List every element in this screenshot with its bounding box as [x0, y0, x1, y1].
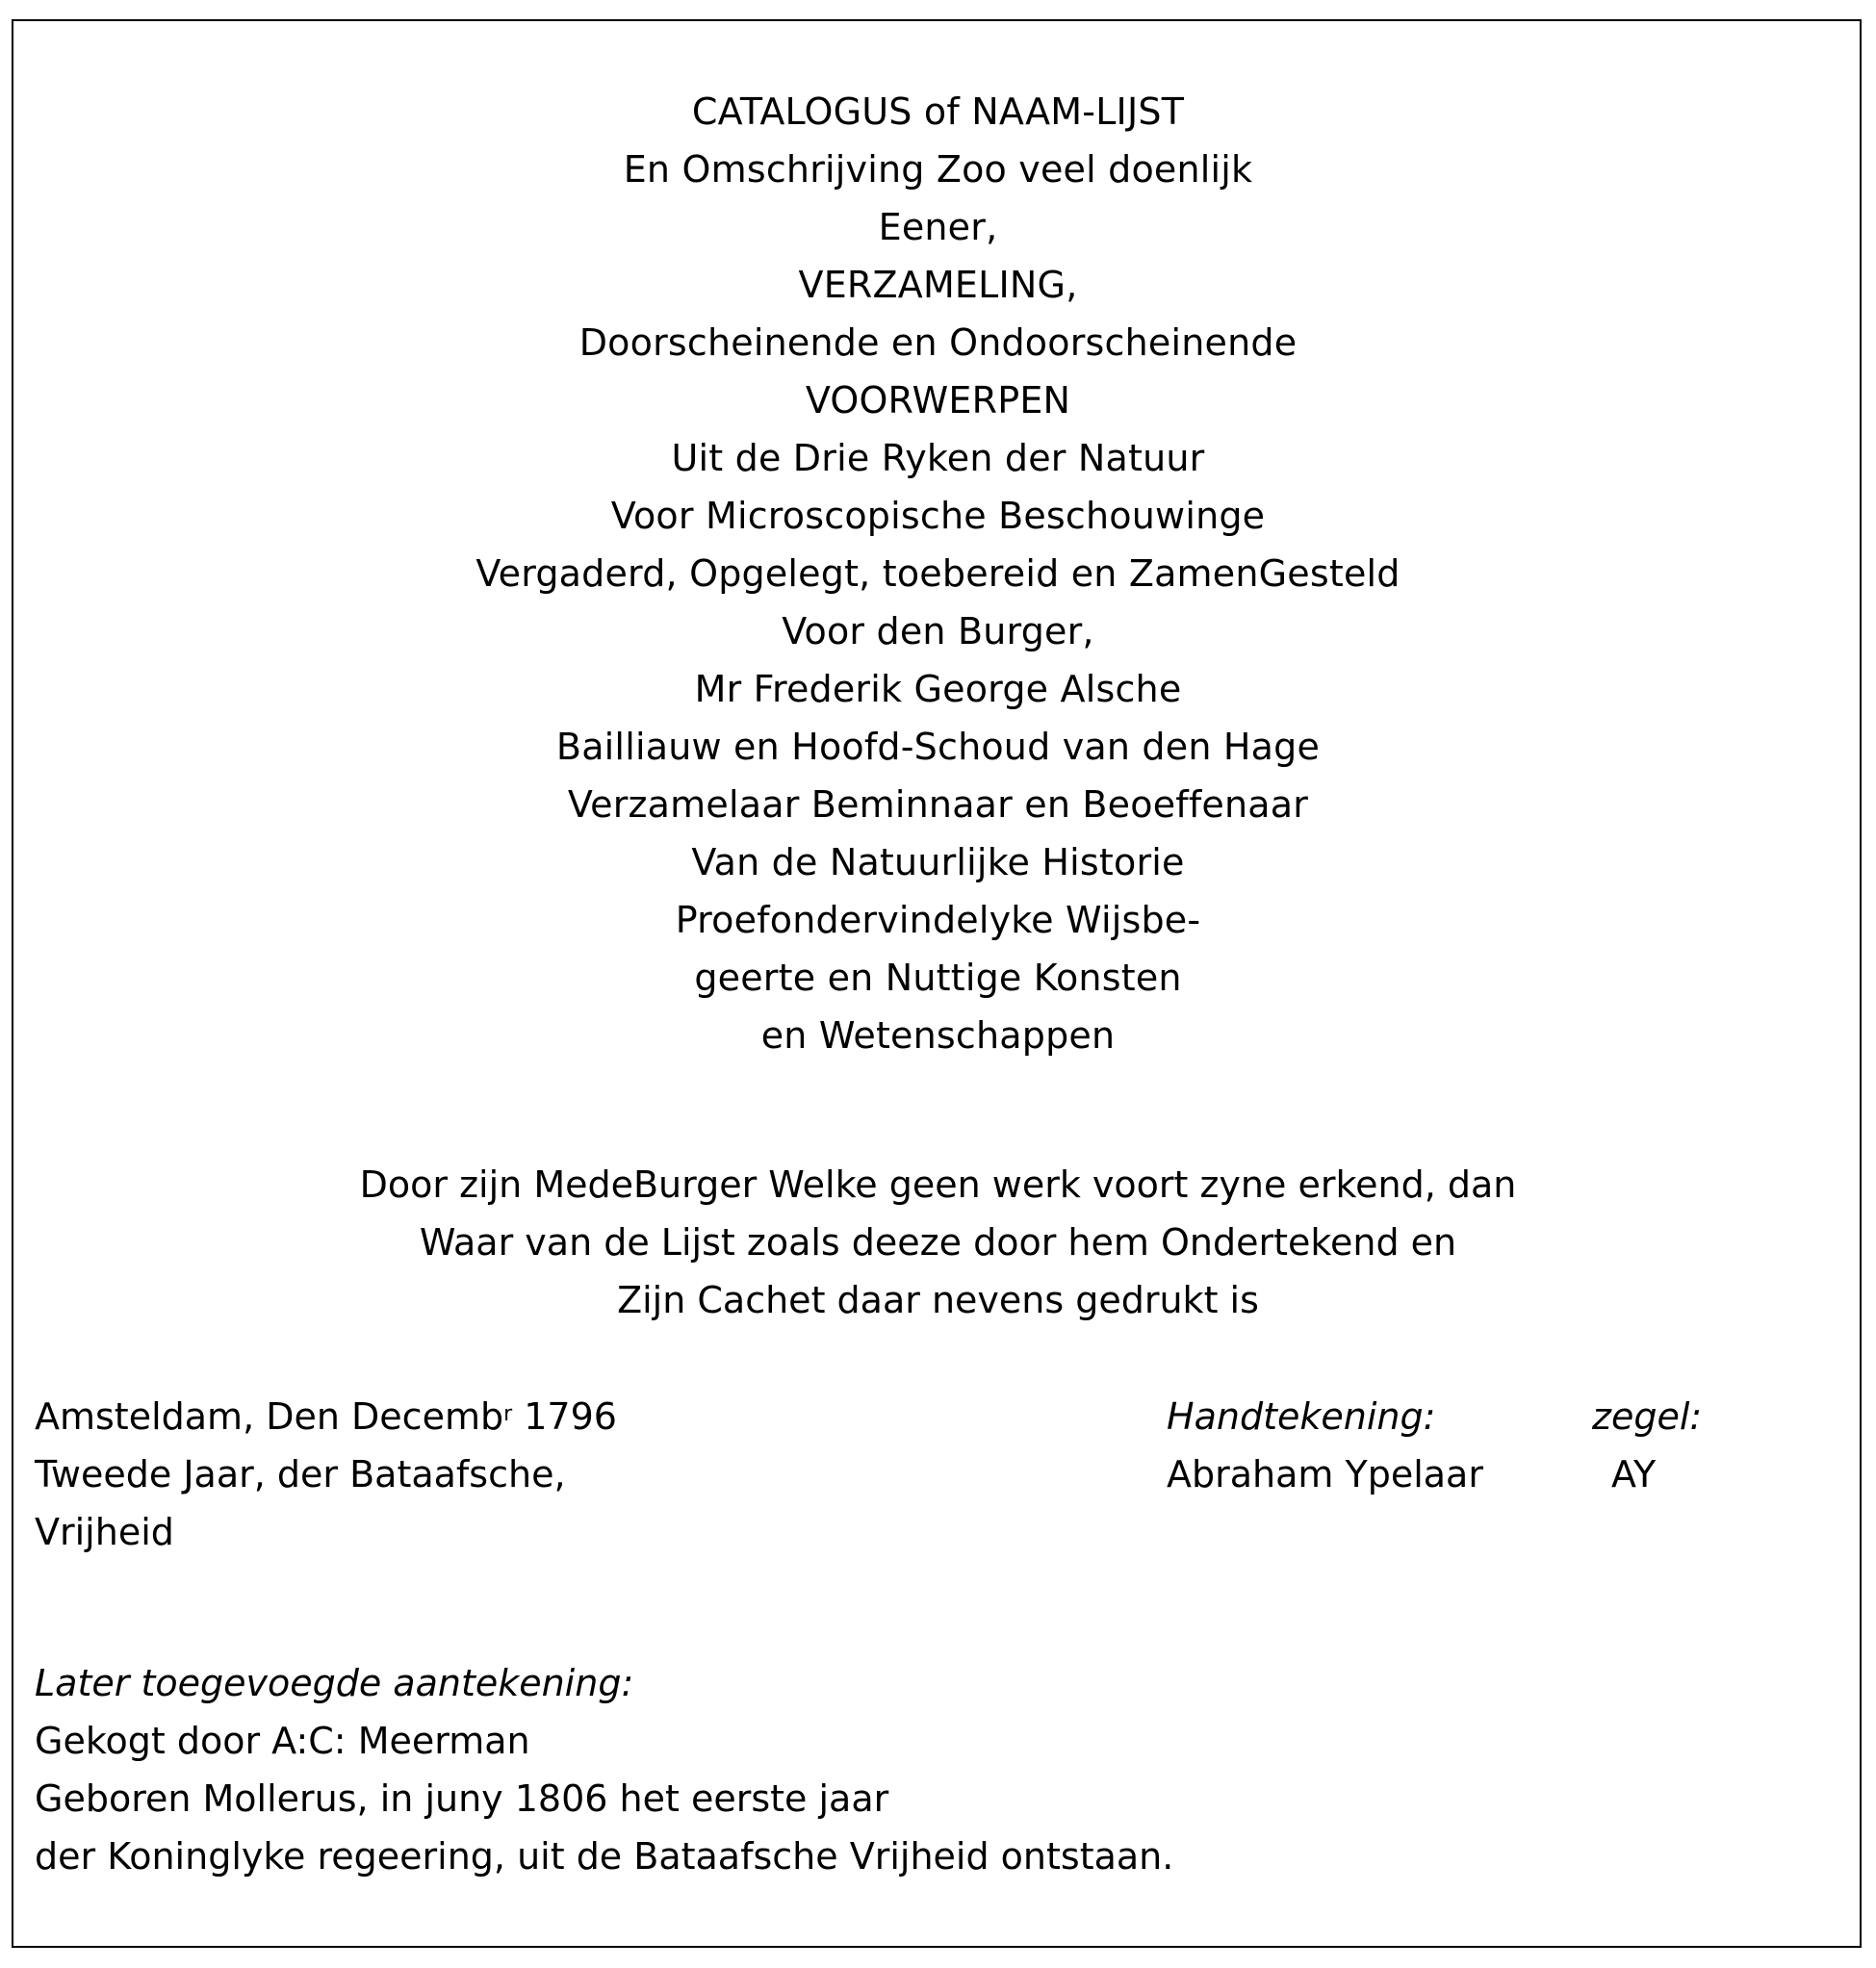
title-line: en Wetenschappen	[760, 1014, 1116, 1057]
title-line: Eener,	[878, 206, 998, 248]
title-line: VOORWERPEN	[805, 379, 1071, 422]
signature-label: Handtekening:	[1167, 1395, 1436, 1438]
seal-block	[1592, 1388, 1702, 1503]
date-year: 1796	[512, 1395, 617, 1438]
title-line: En Omschrijving Zoo veel doenlijk	[623, 148, 1253, 191]
title-line: Bailliauw en Hoofd-Schoud van den Hage	[555, 726, 1321, 768]
annotation-line: Geboren Mollerus, in juny 1806 het eerste jaar	[35, 1777, 889, 1820]
title-line: Verzamelaar Beminnaar en Beoeffenaar	[567, 783, 1309, 826]
title-line: Mr Frederik George Alsche	[694, 668, 1182, 710]
statement-line: Zijn Cachet daar nevens gedrukt is	[617, 1279, 1259, 1321]
title-line: Proefondervindelyke Wijsbe-	[675, 899, 1201, 941]
title-line: Voor Microscopische Beschouwinge	[610, 495, 1266, 537]
signature-name: Abraham Ypelaar	[1167, 1453, 1483, 1495]
statement-line: Door zijn MedeBurger Welke geen werk voort zyne erkend, dan	[359, 1163, 1517, 1206]
date-line	[35, 1388, 617, 1445]
date-prefix: Amsteldam, Den Decemb	[35, 1395, 504, 1438]
title-line: Vergaderd, Opgelegt, toebereid en ZamenGesteld	[475, 552, 1401, 595]
seal-label: zegel:	[1592, 1395, 1703, 1438]
title-line: Voor den Burger,	[782, 610, 1094, 652]
annotation-line: Gekogt door A:C: Meerman	[35, 1720, 530, 1762]
title-line: Van de Natuurlijke Historie	[691, 841, 1185, 883]
date-superscript: r	[503, 1402, 513, 1426]
later-annotation	[35, 1654, 1173, 1885]
title-line: geerte en Nuttige Konsten	[694, 957, 1182, 999]
attestation-statement	[0, 1156, 1876, 1329]
statement-line: Waar van de Lijst zoals deeze door hem Ondertekend en	[419, 1221, 1457, 1264]
title-line: Doorscheinende en Ondoorscheinende	[578, 321, 1298, 364]
era-line: Tweede Jaar, der Bataafsche,	[35, 1453, 566, 1495]
title-line: VERZAMELING,	[798, 264, 1078, 306]
seal-value: AY	[1611, 1453, 1657, 1495]
title-line: CATALOGUS of NAAM-LIJST	[691, 90, 1185, 133]
place-and-date	[35, 1388, 617, 1561]
annotation-line: der Koninglyke regeering, uit de Bataafsche Vrijheid ontstaan.	[35, 1835, 1174, 1878]
catalogue-title	[0, 83, 1876, 1064]
annotation-heading: Later toegevoegde aantekening:	[35, 1662, 634, 1704]
title-line: Uit de Drie Ryken der Natuur	[671, 437, 1205, 479]
signature-block	[1167, 1388, 1483, 1503]
era-line: Vrijheid	[35, 1511, 174, 1553]
